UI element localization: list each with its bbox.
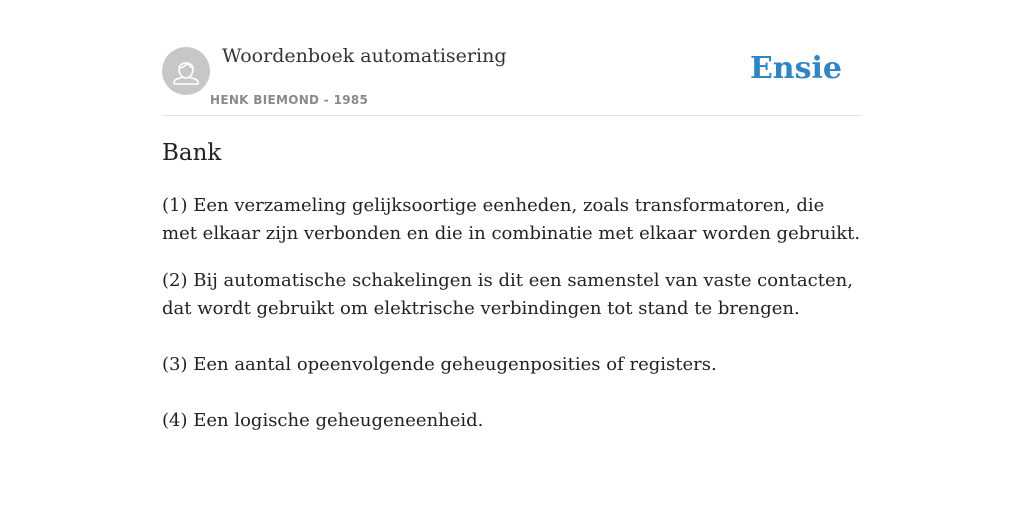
entry-title: Bank bbox=[162, 140, 222, 166]
author-avatar[interactable] bbox=[162, 47, 210, 95]
source-meta bbox=[210, 93, 368, 107]
definition-1: (1) Een verzameling gelijksoortige eenheden, zoals transformatoren, die met elkaar zijn verbonden en die in combinatie met elkaar worden gebruikt. bbox=[162, 195, 861, 244]
definition-3: (3) Een aantal opeenvolgende geheugenposities of registers. bbox=[162, 354, 717, 375]
ensie-logo[interactable]: Ensie bbox=[749, 51, 842, 86]
publication-year: 1985 bbox=[333, 93, 369, 107]
definition-2: (2) Bij automatische schakelingen is dit een samenstel van vaste contacten, dat wordt gebruikt om elektrische verbindingen tot stand te brengen. bbox=[162, 270, 853, 319]
meta-separator: - bbox=[319, 93, 334, 107]
source-title[interactable]: Woordenboek automatisering bbox=[222, 45, 507, 67]
definition-4: (4) Een logische geheugeneenheid. bbox=[162, 410, 484, 431]
user-icon bbox=[162, 47, 210, 95]
entry-card bbox=[162, 0, 862, 512]
author-name[interactable]: HENK BIEMOND bbox=[210, 93, 320, 107]
source-header bbox=[162, 0, 862, 116]
